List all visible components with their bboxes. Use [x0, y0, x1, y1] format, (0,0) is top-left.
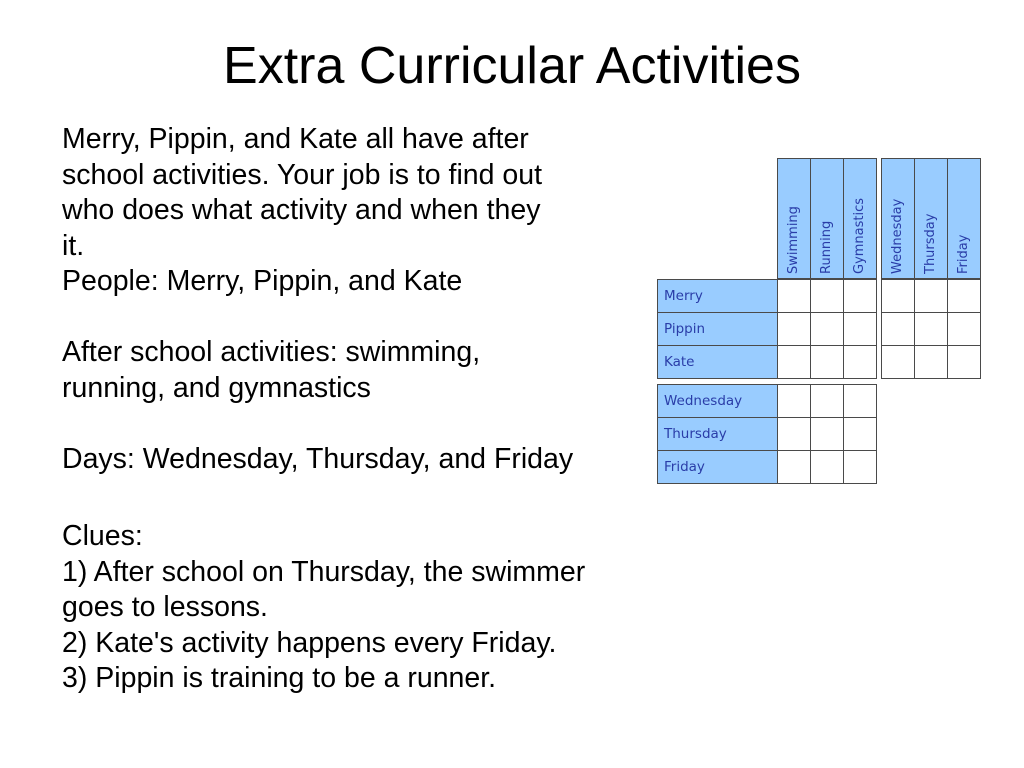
row-header-wednesday: Wednesday [657, 384, 778, 418]
row-header-friday: Friday [657, 450, 778, 484]
grid-cell[interactable] [777, 384, 811, 418]
grid-cell[interactable] [810, 312, 844, 346]
column-label: Running [819, 220, 834, 274]
clue-line: 2) Kate's activity happens every Friday. [62, 626, 557, 659]
row-header-merry: Merry [657, 279, 778, 313]
grid-cell[interactable] [881, 312, 915, 346]
grid-cell[interactable] [777, 417, 811, 451]
intro-line: school activities. Your job is to find out [62, 158, 543, 191]
grid-cell[interactable] [843, 450, 877, 484]
people-line: People: Merry, Pippin, and Kate [62, 265, 463, 297]
grid-cell[interactable] [843, 384, 877, 418]
grid-cell[interactable] [777, 450, 811, 484]
column-header-friday [947, 158, 981, 279]
body-text [62, 122, 702, 697]
grid-cell[interactable] [947, 345, 981, 379]
clue-line: 1) After school on Thursday, the swimmer [62, 555, 586, 588]
grid-cell[interactable] [843, 279, 877, 313]
column-label: Wednesday [890, 198, 905, 274]
column-label: Gymnastics [852, 197, 867, 274]
column-header-swimming [777, 158, 811, 279]
grid-cell[interactable] [843, 312, 877, 346]
activities-line: running, and gymnastics [62, 371, 371, 404]
grid-cell[interactable] [810, 417, 844, 451]
grid-cell[interactable] [843, 417, 877, 451]
grid-cell[interactable] [881, 345, 915, 379]
grid-cell[interactable] [777, 279, 811, 313]
clues-heading: Clues: [62, 520, 143, 552]
intro-line: Merry, Pippin, and Kate all have after [62, 123, 529, 155]
grid-cell[interactable] [810, 345, 844, 379]
column-label: Friday [956, 234, 971, 274]
intro-line: it. [62, 229, 85, 262]
column-label: Thursday [923, 213, 938, 274]
column-header-running [810, 158, 844, 279]
grid-cell[interactable] [843, 345, 877, 379]
grid-cell[interactable] [914, 345, 948, 379]
grid-cell[interactable] [947, 312, 981, 346]
column-header-gymnastics [843, 158, 877, 279]
days-line: Days: Wednesday, Thursday, and Friday [62, 442, 574, 475]
grid-cell[interactable] [914, 312, 948, 346]
grid-cell[interactable] [881, 279, 915, 313]
grid-cell[interactable] [947, 279, 981, 313]
row-header-kate: Kate [657, 345, 778, 379]
row-header-pippin: Pippin [657, 312, 778, 346]
grid-cell[interactable] [810, 450, 844, 484]
clue-line: 3) Pippin is training to be a runner. [62, 662, 497, 694]
grid-cell[interactable] [914, 279, 948, 313]
slide-title: Extra Curricular Activities [223, 37, 801, 95]
clue-line: goes to lessons. [62, 591, 268, 623]
column-header-thursday [914, 158, 948, 279]
grid-cell[interactable] [777, 312, 811, 346]
intro-line: who does what activity and when they [62, 194, 541, 226]
grid-cell[interactable] [777, 345, 811, 379]
column-header-wednesday [881, 158, 915, 279]
grid-cell[interactable] [810, 279, 844, 313]
column-label: Swimming [786, 206, 801, 274]
grid-cell[interactable] [810, 384, 844, 418]
row-header-thursday: Thursday [657, 417, 778, 451]
activities-line: After school activities: swimming, [62, 336, 481, 368]
